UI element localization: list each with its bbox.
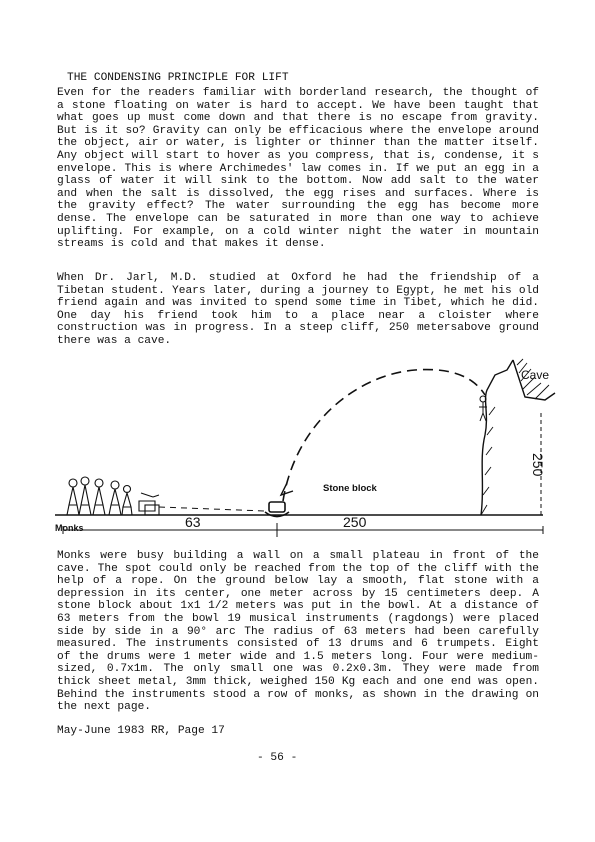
cave-label: Cave (521, 368, 550, 382)
monks-label: Monks (55, 523, 84, 533)
monks-group (67, 477, 132, 515)
instruments (139, 493, 159, 515)
page-title: THE CONDENSING PRINCIPLE FOR LIFT (67, 72, 289, 84)
cliff (481, 360, 555, 515)
trajectory-arc (283, 370, 485, 501)
height-label: 250 (530, 453, 546, 477)
page-number: - 56 - (257, 752, 298, 764)
paragraph-3: Monks were busy building a wall on a small plateau in front of the cave. The spot could only be reached from the top of the cliff with the help of a rope. On the ground below lay a smooth, flat stone with a depression in its center, one meter across by 15 centimeters deep. A stone block about 1x1 1/2 meters was put in the bowl. At a distance of 63 meters from the bowl 19 musical instruments (ragdongs) were placed side by side in a 90° arc The radius of 63 meters had been carefully measured. The instruments consisted of 13 drums and 6 trumpets. Eight of the drums were 1 meter wide and 1.5 meters long. Four were medium-sized, 0.7x1m. The only small one was 0.2x0.3m. They were made from thick sheet metal, 3mm thick, weighed 150 Kg each and one end was open. Behind the instruments stood a row of monks, as shown in the drawing on the next page. (57, 550, 539, 714)
distance-250-label: 250 (343, 514, 367, 530)
distance-63-label: 63 (185, 514, 201, 530)
paragraph-2: When Dr. Jarl, M.D. studied at Oxford he had the friendship of a Tibetan student. Years later, during a journey to Egypt, he met his old friend again and was invited to spend some time in Tibet, which he did. One day his friend took him to a place near a cloister where construction was in progress. In a steep cliff, 250 metersabove ground there was a cave. (57, 272, 539, 347)
source-citation: May-June 1983 RR, Page 17 (57, 725, 225, 737)
sound-ray (159, 507, 265, 511)
stone-block-label: Stone block (323, 483, 377, 494)
paragraph-1: Even for the readers familiar with borderland research, the thought of a stone floating on water is hard to accept. We have been taught that what goes up must come down and that there is no escape from gravity. But is it so? Gravity can only be efficacious where the envelope around the object, air or water, is lighter or thinner than the matter itself. Any object will start to hover as you compress, that is, condense, it s envelope. This is where Archimedes' law comes in. If we put an egg in a glass of water it will sink to the bottom. Now add salt to the water and when the salt is dissolved, the egg rises and surfaces. Where is the gravity effect? The water surrounding the egg has become more dense. The envelope can be saturated in more than one way to achieve uplifting. For example, on a cold winter night the water in mountain streams is cold and that makes it dense. (57, 87, 539, 251)
levitation-sketch (55, 355, 565, 550)
